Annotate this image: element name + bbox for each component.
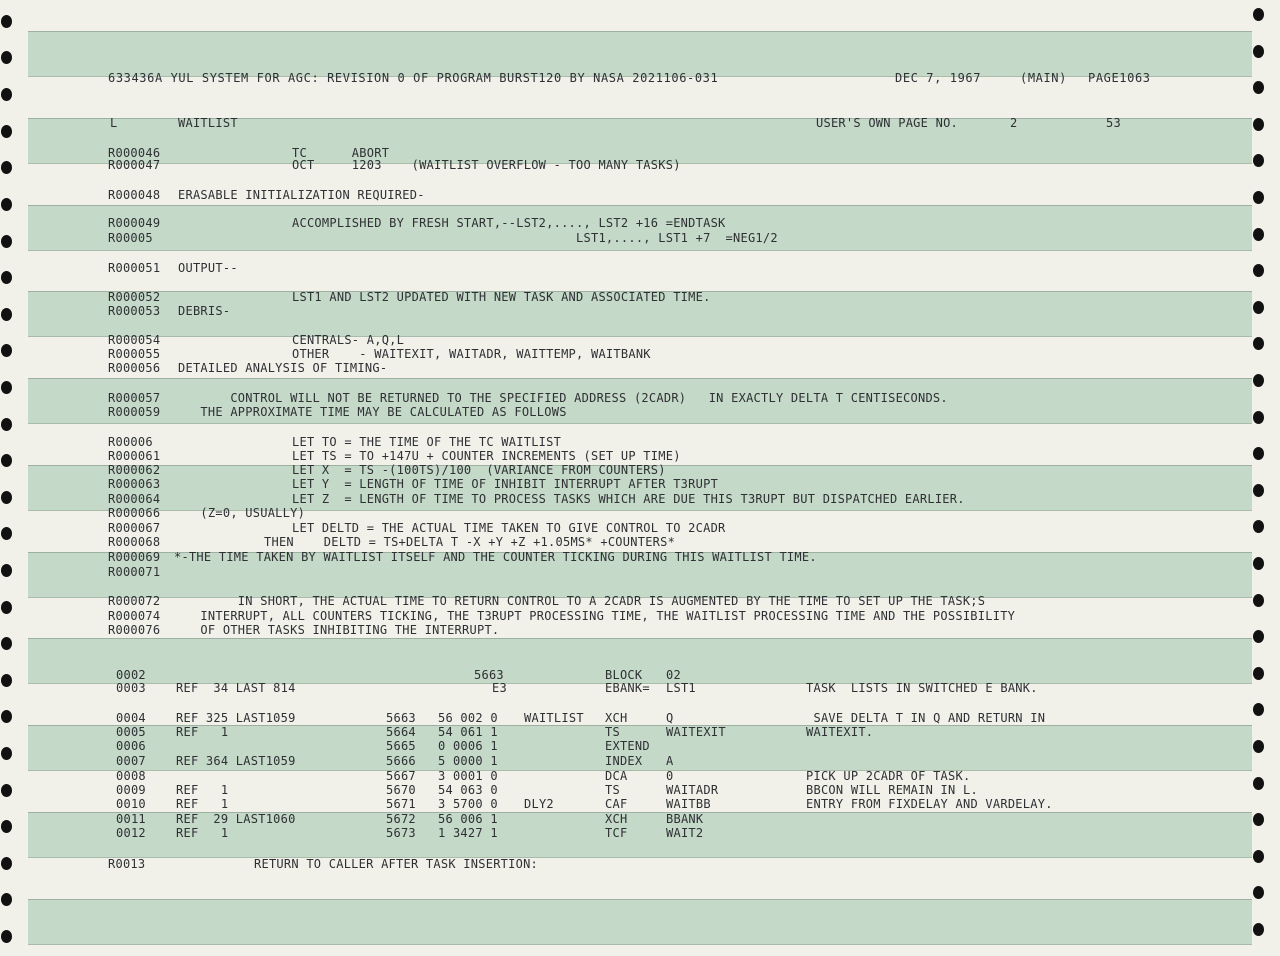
- tractor-hole-icon: [1253, 228, 1264, 241]
- code-line-number: 0004: [116, 711, 146, 725]
- remark-text: LST1,...., LST1 +7 =NEG1/2: [292, 231, 778, 245]
- remark-text: LET DELTD = THE ACTUAL TIME TAKEN TO GIVE CONTROL TO 2CADR: [292, 521, 726, 535]
- tractor-hole-icon: [1, 564, 12, 577]
- tractor-hole-icon: [1253, 520, 1264, 533]
- remark-label: R000064: [108, 492, 161, 506]
- remark-label: R000069: [108, 550, 161, 564]
- code-operand: WAITEXIT: [666, 725, 726, 739]
- code-octal: 54 061 1: [438, 725, 498, 739]
- remark-text: DEBRIS-: [178, 304, 231, 318]
- code-ref: REF 1: [176, 725, 229, 739]
- code-opcode: TS: [605, 783, 620, 797]
- tractor-hole-icon: [1, 198, 12, 211]
- listing-page-number: PAGE1063: [1088, 71, 1151, 85]
- remark-text: INTERRUPT, ALL COUNTERS TICKING, THE T3RUPT PROCESSING TIME, THE WAITLIST PROCESSING TIME AND THE POSSIBILITY: [178, 609, 1016, 623]
- code-ref: REF 325 LAST1059: [176, 711, 296, 725]
- remark-label: R000057: [108, 391, 161, 405]
- remark-text: THEN DELTD = TS+DELTA T -X +Y +Z +1.05MS* +COUNTERS*: [264, 535, 676, 549]
- tractor-hole-icon: [1253, 740, 1264, 753]
- log-letter: L: [110, 116, 118, 130]
- code-comment: ENTRY FROM FIXDELAY AND VARDELAY.: [806, 797, 1053, 811]
- remark-label: R000049: [108, 216, 161, 230]
- code-operand: WAIT2: [666, 826, 704, 840]
- code-tag: DLY2: [524, 797, 554, 811]
- code-operand: Q: [666, 711, 674, 725]
- tractor-hole-icon: [1253, 886, 1264, 899]
- remark-text: LST1 AND LST2 UPDATED WITH NEW TASK AND ASSOCIATED TIME.: [292, 290, 711, 304]
- right-page-number: 53: [1106, 116, 1121, 130]
- tractor-hole-icon: [1, 454, 12, 467]
- remark-label: R000068: [108, 535, 161, 549]
- remark-label: R000053: [108, 304, 161, 318]
- log-name: WAITLIST: [178, 116, 238, 130]
- code-comment: TASK LISTS IN SWITCHED E BANK.: [806, 681, 1038, 695]
- remark-text: DETAILED ANALYSIS OF TIMING-: [178, 361, 388, 375]
- remark-text: THE APPROXIMATE TIME MAY BE CALCULATED AS FOLLOWS: [178, 405, 567, 419]
- tractor-hole-icon: [1253, 45, 1264, 58]
- tractor-hole-icon: [1, 637, 12, 650]
- remark-label: R000052: [108, 290, 161, 304]
- code-address: 5672: [386, 812, 416, 826]
- code-comment: WAITEXIT.: [806, 725, 874, 739]
- tractor-hole-icon: [1, 161, 12, 174]
- code-operand: A: [666, 754, 674, 768]
- code-operand: 0: [666, 769, 674, 783]
- tractor-hole-icon: [1, 15, 12, 28]
- tractor-hole-icon: [1253, 8, 1264, 21]
- code-address: 5673: [386, 826, 416, 840]
- tractor-hole-icon: [1253, 411, 1264, 424]
- tractor-hole-icon: [1253, 374, 1264, 387]
- tractor-hole-icon: [1, 893, 12, 906]
- remark-label: R000062: [108, 463, 161, 477]
- code-opcode: XCH: [605, 812, 628, 826]
- remark-text: OTHER - WAITEXIT, WAITADR, WAITTEMP, WAITBANK: [292, 347, 651, 361]
- tractor-hole-icon: [1253, 923, 1264, 936]
- code-line-number: 0008: [116, 769, 146, 783]
- remark-text: RETURN TO CALLER AFTER TASK INSERTION:: [254, 857, 539, 871]
- code-line-number: 0012: [116, 826, 146, 840]
- tractor-hole-icon: [1, 930, 12, 943]
- tractor-hole-icon: [1253, 301, 1264, 314]
- tractor-hole-icon: [1, 527, 12, 540]
- remark-label: R000051: [108, 261, 161, 275]
- remark-label: R000061: [108, 449, 161, 463]
- tractor-hole-icon: [1, 235, 12, 248]
- code-tag: WAITLIST: [524, 711, 584, 725]
- tractor-hole-icon: [1, 784, 12, 797]
- code-ref: REF 1: [176, 783, 229, 797]
- code-line-number: 0006: [116, 739, 146, 753]
- remark-text: LET Z = LENGTH OF TIME TO PROCESS TASKS WHICH ARE DUE THIS T3RUPT BUT DISPATCHED EARLIER.: [292, 492, 965, 506]
- code-ref: REF 1: [176, 826, 229, 840]
- tractor-hole-icon: [1, 51, 12, 64]
- code-opcode: BLOCK: [605, 668, 643, 682]
- code-address: 5664: [386, 725, 416, 739]
- code-octal: 5 0000 1: [438, 754, 498, 768]
- code-opcode: DCA: [605, 769, 628, 783]
- remark-label: R000054: [108, 333, 161, 347]
- remark-label: R000047: [108, 158, 161, 172]
- tractor-hole-icon: [1253, 703, 1264, 716]
- code-octal: 54 063 0: [438, 783, 498, 797]
- code-opcode: TS: [605, 725, 620, 739]
- code-opcode: EXTEND: [605, 739, 650, 753]
- code-comment: SAVE DELTA T IN Q AND RETURN IN: [806, 711, 1046, 725]
- tractor-hole-icon: [1253, 81, 1264, 94]
- remark-text: IN SHORT, THE ACTUAL TIME TO RETURN CONTROL TO A 2CADR IS AUGMENTED BY THE TIME TO SET UP THE TASK;S: [178, 594, 986, 608]
- tractor-hole-icon: [1, 747, 12, 760]
- code-address: 5666: [386, 754, 416, 768]
- remark-label: R000063: [108, 477, 161, 491]
- tractor-hole-icon: [1, 125, 12, 138]
- tractor-hole-icon: [1253, 118, 1264, 131]
- remark-label: R000056: [108, 361, 161, 375]
- remark-label: R00005: [108, 231, 153, 245]
- listing-section: (MAIN): [1020, 71, 1067, 85]
- code-line-number: 0002: [116, 668, 146, 682]
- code-octal: 56 006 1: [438, 812, 498, 826]
- code-octal: 1 3427 1: [438, 826, 498, 840]
- tractor-hole-icon: [1, 381, 12, 394]
- code-octal: 3 0001 0: [438, 769, 498, 783]
- remark-label: R000059: [108, 405, 161, 419]
- code-address: 5663: [386, 711, 416, 725]
- code-opcode: EBANK=: [605, 681, 650, 695]
- tractor-hole-icon: [1, 344, 12, 357]
- remark-text: ACCOMPLISHED BY FRESH START,--LST2,...., LST2 +16 =ENDTASK: [292, 216, 726, 230]
- tractor-hole-icon: [1253, 594, 1264, 607]
- listing-title: 633436A YUL SYSTEM FOR AGC: REVISION 0 OF PROGRAM BURST120 BY NASA 2021106-031: [108, 71, 719, 85]
- tractor-hole-icon: [1253, 667, 1264, 680]
- code-line-number: 0011: [116, 812, 146, 826]
- code-operand: WAITBB: [666, 797, 711, 811]
- tractor-hole-icon: [1, 88, 12, 101]
- code-opcode: CAF: [605, 797, 628, 811]
- code-ref: REF 29 LAST1060: [176, 812, 296, 826]
- remark-label: R000076: [108, 623, 161, 637]
- code-line-number: 0003: [116, 681, 146, 695]
- tractor-hole-icon: [1, 674, 12, 687]
- code-ref: REF 34 LAST 814: [176, 681, 296, 695]
- code-opcode: INDEX: [605, 754, 643, 768]
- tractor-hole-icon: [1253, 557, 1264, 570]
- remark-text: LET Y = LENGTH OF TIME OF INHIBIT INTERRUPT AFTER T3RUPT: [292, 477, 719, 491]
- tractor-hole-icon: [1253, 191, 1264, 204]
- tractor-hole-icon: [1253, 777, 1264, 790]
- remark-label: R000071: [108, 565, 161, 579]
- remark-text: LET TS = TO +147U + COUNTER INCREMENTS (SET UP TIME): [292, 449, 681, 463]
- code-line-number: 0009: [116, 783, 146, 797]
- tractor-hole-icon: [1253, 154, 1264, 167]
- tractor-hole-icon: [1253, 850, 1264, 863]
- code-line-number: 0005: [116, 725, 146, 739]
- code-comment: PICK UP 2CADR OF TASK.: [806, 769, 971, 783]
- code-address: 5671: [386, 797, 416, 811]
- code-line-number: 0010: [116, 797, 146, 811]
- code-operand: 02: [666, 668, 681, 682]
- code-operand: WAITADR: [666, 783, 719, 797]
- remark-text: OF OTHER TASKS INHIBITING THE INTERRUPT.: [178, 623, 500, 637]
- code-ref: REF 364 LAST1059: [176, 754, 296, 768]
- tractor-hole-icon: [1, 308, 12, 321]
- remark-text: ERASABLE INITIALIZATION REQUIRED-: [178, 188, 425, 202]
- tractor-hole-icon: [1, 418, 12, 431]
- code-comment: BBCON WILL REMAIN IN L.: [806, 783, 978, 797]
- tractor-hole-icon: [1253, 813, 1264, 826]
- tractor-hole-icon: [1, 857, 12, 870]
- code-address: 5665: [386, 739, 416, 753]
- tractor-hole-icon: [1, 491, 12, 504]
- tractor-hole-icon: [1253, 264, 1264, 277]
- remark-text: (Z=0, USUALLY): [178, 506, 306, 520]
- tractor-hole-icon: [1253, 447, 1264, 460]
- green-bar-band: [28, 899, 1252, 945]
- remark-label: R000074: [108, 609, 161, 623]
- remark-text: OCT 1203 (WAITLIST OVERFLOW - TOO MANY TASKS): [292, 158, 681, 172]
- remark-text: CENTRALS- A,Q,L: [292, 333, 405, 347]
- tractor-hole-icon: [1253, 630, 1264, 643]
- code-address: 5663: [474, 668, 504, 682]
- code-operand: LST1: [666, 681, 696, 695]
- remark-label: R000055: [108, 347, 161, 361]
- tractor-hole-icon: [1, 601, 12, 614]
- remark-text: CONTROL WILL NOT BE RETURNED TO THE SPECIFIED ADDRESS (2CADR) IN EXACTLY DELTA T CENTISECONDS.: [178, 391, 948, 405]
- code-opcode: TCF: [605, 826, 628, 840]
- code-address: 5667: [386, 769, 416, 783]
- remark-label: R000066: [108, 506, 161, 520]
- remark-label: R000067: [108, 521, 161, 535]
- code-address: E3: [492, 681, 507, 695]
- code-ref: REF 1: [176, 797, 229, 811]
- user-page-number: 2: [1010, 116, 1018, 130]
- user-page-label: USER'S OWN PAGE NO.: [816, 116, 959, 130]
- code-address: 5670: [386, 783, 416, 797]
- remark-label: R000072: [108, 594, 161, 608]
- remark-label: R000046: [108, 146, 161, 160]
- tractor-hole-icon: [1253, 484, 1264, 497]
- code-octal: 56 002 0: [438, 711, 498, 725]
- remark-text: LET TO = THE TIME OF THE TC WAITLIST: [292, 435, 562, 449]
- listing-date: DEC 7, 1967: [895, 71, 982, 85]
- code-operand: BBANK: [666, 812, 704, 826]
- remark-text: LET X = TS -(100TS)/100 (VARIANCE FROM COUNTERS): [292, 463, 666, 477]
- code-octal: 0 0006 1: [438, 739, 498, 753]
- remark-text: OUTPUT--: [178, 261, 238, 275]
- code-opcode: XCH: [605, 711, 628, 725]
- code-octal: 3 5700 0: [438, 797, 498, 811]
- code-line-number: 0007: [116, 754, 146, 768]
- tractor-hole-icon: [1253, 337, 1264, 350]
- tractor-hole-icon: [1, 820, 12, 833]
- remark-text: *-THE TIME TAKEN BY WAITLIST ITSELF AND THE COUNTER TICKING DURING THIS WAITLIST TIME.: [174, 550, 817, 564]
- tractor-hole-icon: [1, 710, 12, 723]
- remark-text: TC ABORT: [292, 146, 390, 160]
- remark-label: R0013: [108, 857, 146, 871]
- tractor-hole-icon: [1, 271, 12, 284]
- remark-label: R00006: [108, 435, 153, 449]
- remark-label: R000048: [108, 188, 161, 202]
